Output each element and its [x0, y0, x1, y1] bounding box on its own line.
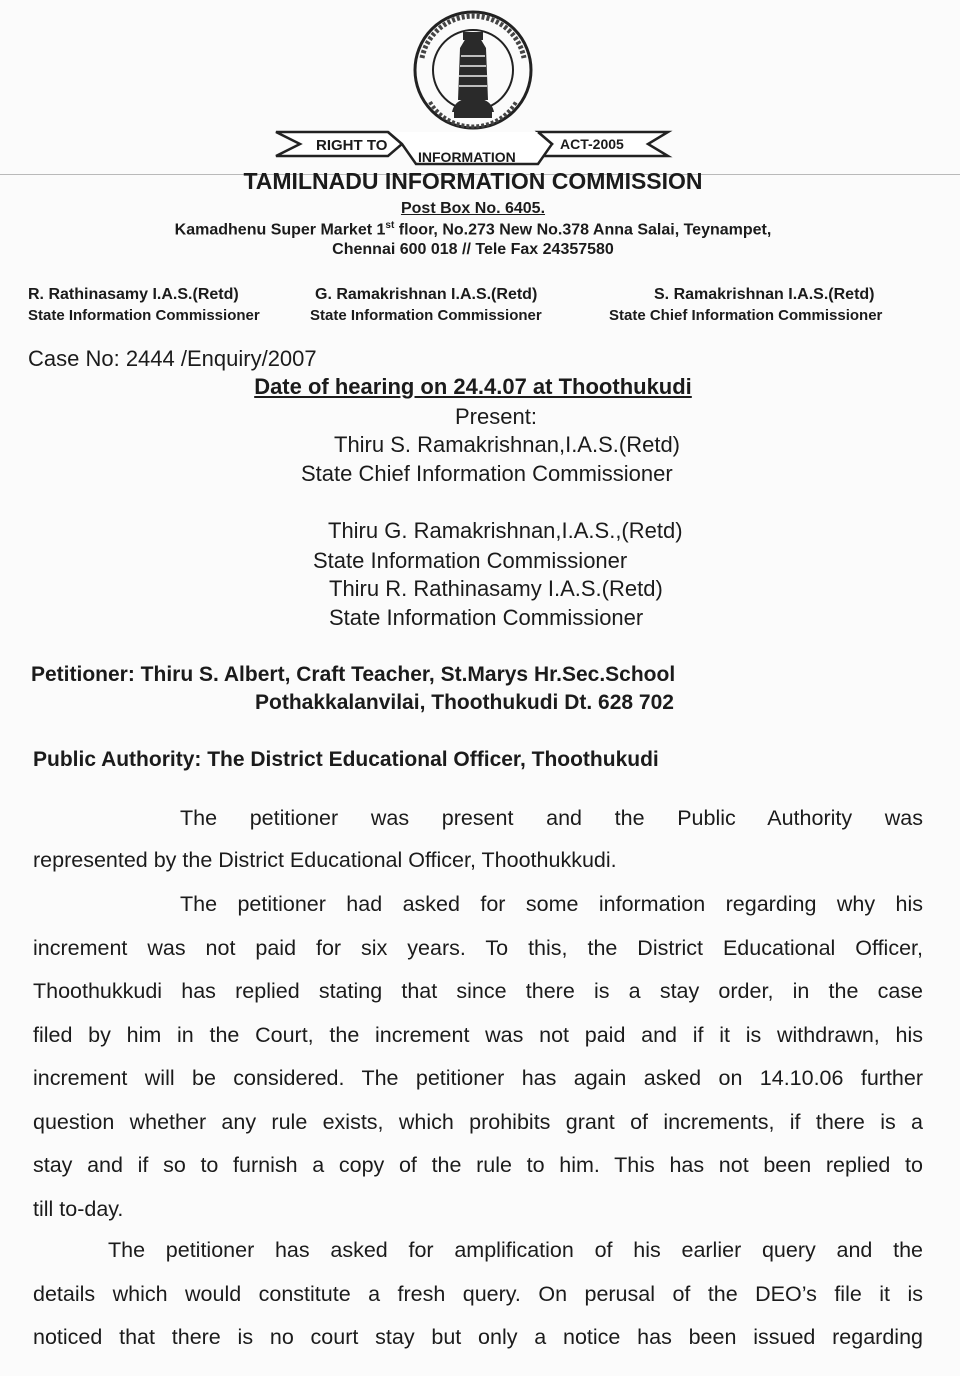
banner-left-text: RIGHT TO: [316, 137, 388, 154]
p2-line-3: Thoothukkudi has replied stating that since there is a stay order, in the case: [33, 979, 923, 1003]
emblem-banner: [276, 132, 668, 165]
address-sup: st: [385, 220, 395, 231]
present-line-3: Thiru G. Ramakrishnan,I.A.S.,(Retd): [328, 518, 683, 543]
case-number: Case No: 2444 /Enquiry/2007: [28, 346, 317, 371]
commissioner-2-name: G. Ramakrishnan I.A.S.(Retd): [315, 286, 538, 303]
commission-emblem: [270, 8, 680, 168]
emblem-seal: [415, 12, 531, 128]
p2-line-2: increment was not paid for six years. To this, the District Educational Officer,: [33, 935, 923, 960]
commissioner-3-role: State Chief Information Commissioner: [609, 307, 883, 324]
banner-center-text: INFORMATION: [418, 149, 516, 165]
address-post: floor, No.273 New No.378 Anna Salai, Teynampet,: [394, 221, 772, 239]
p3-line-3: noticed that there is no court stay but only a notice has been issued regarding: [33, 1325, 923, 1349]
paragraph-3: [33, 1229, 923, 1360]
public-authority: Public Authority: The District Educational Officer, Thoothukudi: [33, 748, 659, 771]
present-line-6: State Information Commissioner: [329, 605, 644, 630]
p2-line-4: filed by him in the Court, the increment was not paid and if it is withdrawn, his: [33, 1022, 923, 1047]
p3-line-1: The petitioner has asked for amplification of his earlier query and the: [108, 1238, 923, 1262]
commissioner-1-name: R. Rathinasamy I.A.S.(Retd): [28, 286, 239, 303]
banner-right-text: ACT-2005: [560, 136, 624, 152]
paragraph-1: [33, 797, 923, 882]
p1-line-2: represented by the District Educational Officer, Thoothukkudi.: [33, 847, 617, 872]
commission-title: TAMILNADU INFORMATION COMMISSION: [243, 168, 703, 194]
commissioner-1-role: State Information Commissioner: [28, 307, 260, 324]
address-line-1: [0, 220, 946, 239]
present-line-5: Thiru R. Rathinasamy I.A.S.(Retd): [329, 576, 663, 601]
present-label: Present:: [455, 404, 537, 429]
paragraph-2: [33, 883, 923, 1231]
p3-line-2: details which would constitute a fresh query. On perusal of the DEO’s file it is: [33, 1281, 923, 1306]
p2-line-7: stay and if so to furnish a copy of the rule to him. This has not been replied to: [33, 1153, 923, 1177]
commissioner-3-name: S. Ramakrishnan I.A.S.(Retd): [654, 286, 875, 303]
address-pre: Kamadhenu Super Market 1: [174, 221, 386, 239]
present-line-4: State Information Commissioner: [313, 548, 628, 573]
present-line-1: Thiru S. Ramakrishnan,I.A.S.(Retd): [334, 432, 681, 457]
present-line-2: State Chief Information Commissioner: [301, 461, 673, 486]
hearing-date: Date of hearing on 24.4.07 at Thoothukudi: [254, 374, 692, 399]
p1-line-1: The petitioner was present and the Public Authority was: [180, 806, 923, 830]
p2-line-5: increment will be considered. The petitioner has again asked on 14.10.06 further: [33, 1066, 923, 1090]
address-line-2: Chennai 600 018 // Tele Fax 24357580: [332, 241, 614, 258]
petitioner-line-2: Pothakkalanvilai, Thoothukudi Dt. 628 702: [255, 691, 674, 714]
p2-line-6: question whether any rule exists, which prohibits grant of increments, if there is a: [33, 1109, 923, 1134]
commissioner-2-role: State Information Commissioner: [310, 307, 542, 324]
p2-line-8: till to-day.: [33, 1196, 124, 1221]
petitioner-line-1: Petitioner: Thiru S. Albert, Craft Teacher, St.Marys Hr.Sec.School: [31, 663, 676, 686]
p2-line-1: The petitioner had asked for some information regarding why his: [180, 892, 923, 916]
po-box: Post Box No. 6405.: [400, 200, 546, 217]
